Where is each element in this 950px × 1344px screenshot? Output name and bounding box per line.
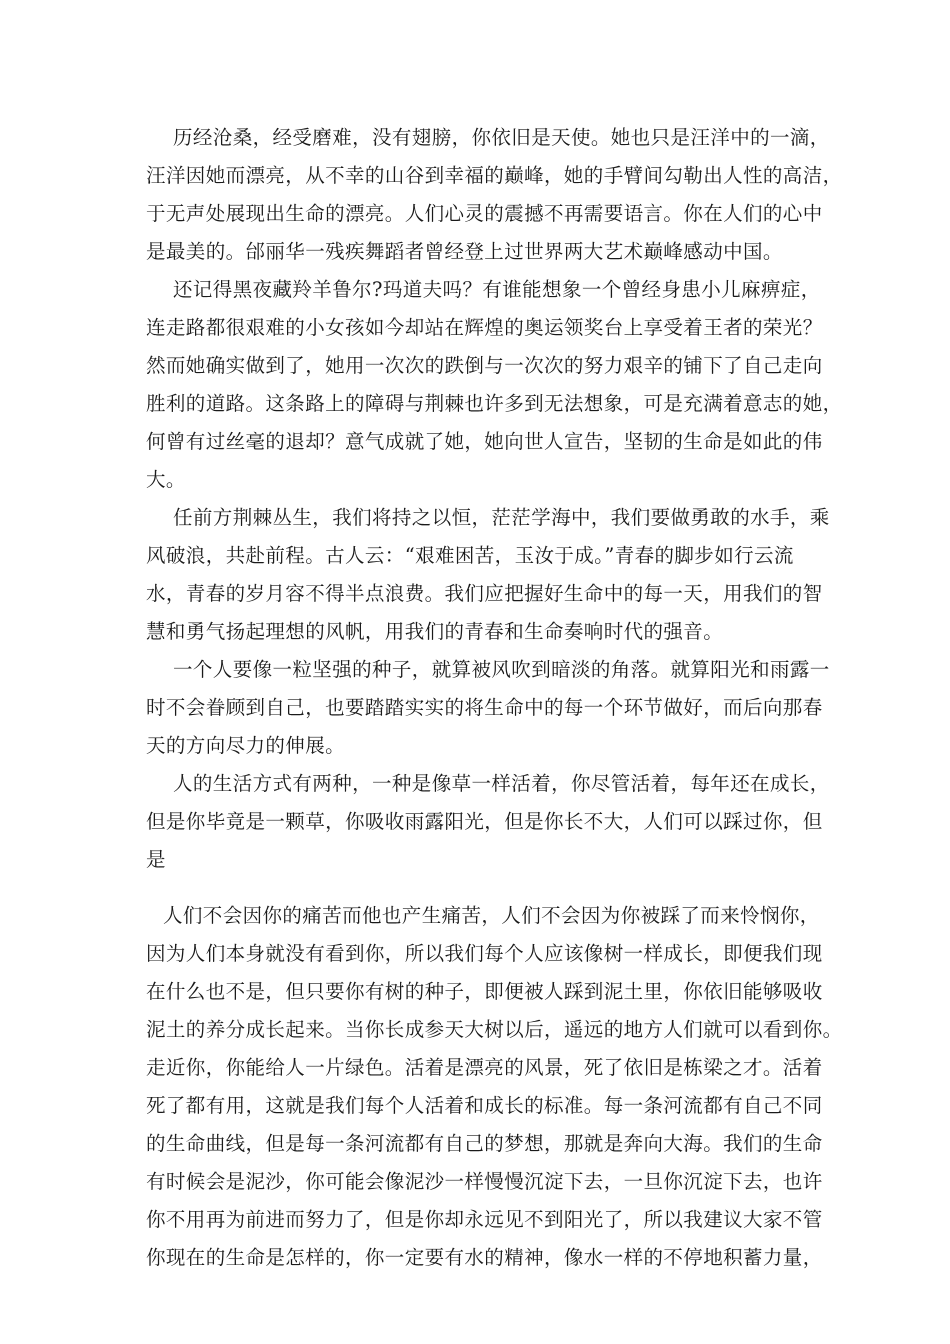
- text-line: 因为人们本身就没有看到你，所以我们每个人应该像树一样成长，即便我们现: [146, 942, 823, 965]
- text-line: 慧和勇气扬起理想的风帆，用我们的青春和生命奏响时代的强音。: [146, 620, 724, 643]
- text-line: 大。: [146, 468, 186, 491]
- text-line: 人的生活方式有两种，一种是像草一样活着，你尽管活着，每年还在成长，: [173, 772, 830, 795]
- text-line: 风破浪，共赴前程。古人云：“艰难困苦，玉汝于成。”青春的脚步如行云流: [146, 544, 794, 567]
- text-line: 的生命曲线，但是每一条河流都有自己的梦想，那就是奔向大海。我们的生命: [146, 1132, 823, 1155]
- text-line: 走近你，你能给人一片绿色。活着是漂亮的风景，死了依旧是栋梁之才。活着: [146, 1056, 823, 1079]
- text-line: 水，青春的岁月容不得半点浪费。我们应把握好生命中的每一天，用我们的智: [146, 582, 823, 605]
- text-line: 时不会眷顾到自己，也要踏踏实实的将生命中的每一个环节做好，而后向那春: [146, 696, 823, 719]
- text-line: 一个人要像一粒坚强的种子，就算被风吹到暗淡的角落。就算阳光和雨露一: [173, 658, 830, 681]
- text-line: 你不用再为前进而努力了，但是你却永远见不到阳光了，所以我建议大家不管: [146, 1208, 823, 1231]
- text-line: 任前方荆棘丛生，我们将持之以恒，茫茫学海中，我们要做勇敢的水手，乘: [173, 506, 830, 529]
- text-line: 还记得黑夜藏羚羊鲁尔?玛道夫吗？有谁能想象一个曾经身患小儿麻痹症，: [173, 278, 821, 301]
- text-line: 在什么也不是，但只要你有树的种子，即便被人踩到泥土里，你依旧能够吸收: [146, 980, 823, 1003]
- text-line: 有时候会是泥沙，你可能会像泥沙一样慢慢沉淀下去，一旦你沉淀下去，也许: [146, 1170, 823, 1193]
- text-line: 于无声处展现出生命的漂亮。人们心灵的震撼不再需要语言。你在人们的心中: [146, 202, 823, 225]
- text-line: 连走路都很艰难的小女孩如今却站在辉煌的奥运领奖台上享受着王者的荣光？: [146, 316, 823, 339]
- text-line: 你现在的生命是怎样的，你一定要有水的精神，像水一样的不停地积蓄力量，: [146, 1246, 823, 1269]
- text-line: 何曾有过丝毫的退却？意气成就了她，她向世人宣告，坚韧的生命是如此的伟: [146, 430, 823, 453]
- text-line: 胜利的道路。这条路上的障碍与荆棘也许多到无法想象，可是充满着意志的她，: [146, 392, 843, 415]
- text-line: 是最美的。邰丽华一残疾舞蹈者曾经登上过世界两大艺术巅峰感动中国。: [146, 240, 783, 263]
- text-line: 但是你毕竟是一颗草，你吸收雨露阳光，但是你长不大，人们可以踩过你，但: [146, 810, 823, 833]
- text-line: 天的方向尽力的伸展。: [146, 734, 346, 757]
- text-line: 死了都有用，这就是我们每个人活着和成长的标准。每一条河流都有自己不同: [146, 1094, 823, 1117]
- text-line: 然而她确实做到了，她用一次次的跌倒与一次次的努力艰辛的铺下了自己走向: [146, 354, 823, 377]
- text-line: 人们不会因你的痛苦而他也产生痛苦，人们不会因为你被踩了而来怜悯你，: [163, 904, 820, 927]
- text-line: 汪洋因她而漂亮，从不幸的山谷到幸福的巅峰，她的手臂间勾勒出人性的高洁，: [146, 164, 843, 187]
- text-line: 是: [146, 848, 166, 871]
- text-line: 泥土的养分成长起来。当你长成参天大树以后，遥远的地方人们就可以看到你。: [146, 1018, 843, 1041]
- text-line: 历经沧桑，经受磨难，没有翅膀，你依旧是天使。她也只是汪洋中的一滴，: [173, 126, 830, 149]
